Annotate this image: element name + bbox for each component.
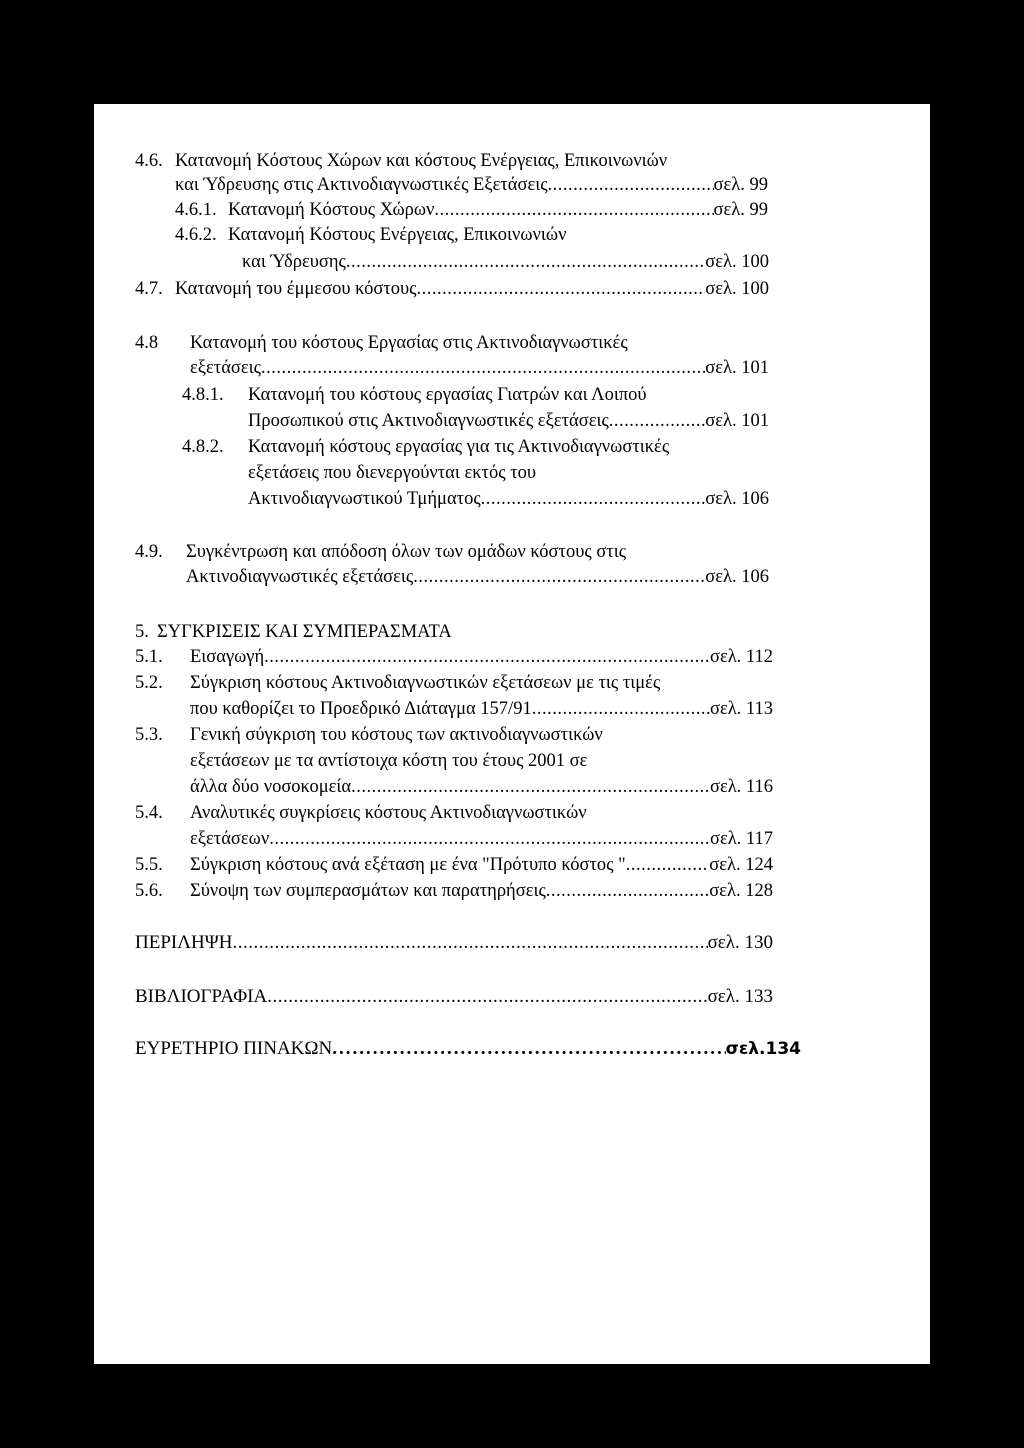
- dot-leader: [332, 1038, 725, 1060]
- toc-leader-line: [190, 646, 773, 668]
- toc-entry-5-4: [94, 802, 814, 848]
- toc-title-cont: που καθορίζει το Προεδρικό Διάταγμα 157/91: [190, 699, 532, 719]
- toc-leader-line: [242, 251, 769, 273]
- toc-leader-line: [190, 854, 773, 876]
- toc-leader-line: [248, 488, 769, 510]
- toc-number: 5.5.: [135, 855, 163, 875]
- toc-leader-line: [190, 357, 769, 379]
- toc-title-cont: Ακτινοδιαγνωστικού Τμήματος: [248, 489, 481, 509]
- toc-entry-summary: [94, 932, 814, 954]
- dot-leader: [269, 828, 710, 850]
- page-ref: σελ. 124: [709, 855, 773, 875]
- toc-leader-line: [190, 880, 773, 902]
- toc-title-cont: και Ύδρευσης: [242, 252, 346, 272]
- page-ref: σελ. 106: [705, 489, 769, 509]
- dot-leader: [532, 698, 710, 720]
- toc-leader-line: [190, 828, 773, 850]
- toc-entry-5-3: [94, 724, 814, 796]
- toc-number: 5.4.: [135, 803, 163, 823]
- page-ref: σελ. 100: [705, 252, 769, 272]
- page-ref: σελ. 100: [705, 279, 769, 299]
- toc-entry-4-8: [94, 332, 814, 378]
- toc-title-cont: άλλα δύο νοσοκομεία: [190, 777, 352, 797]
- toc-entry-4-6: [94, 150, 794, 194]
- dot-leader: [481, 488, 706, 510]
- toc-entry-bibliography: [94, 986, 814, 1008]
- toc-leader-line: [175, 174, 768, 196]
- toc-title: Σύγκριση κόστους Ακτινοδιαγνωστικών εξετάσεων με τις τιμές: [190, 673, 661, 693]
- toc-title: Συγκέντρωση και απόδοση όλων των ομάδων κόστους στις: [186, 542, 627, 562]
- toc-leader-line: [190, 776, 773, 798]
- toc-title-cont: εξετάσεων: [190, 829, 270, 849]
- toc-title-cont: εξετάσεις: [190, 358, 261, 378]
- toc-number: 5.3.: [135, 725, 163, 745]
- toc-title-cont: Ακτινοδιαγνωστικές εξετάσεις: [186, 567, 414, 587]
- toc-title: ΣΥΓΚΡΙΣΕΙΣ ΚΑΙ ΣΥΜΠΕΡΑΣΜΑΤΑ: [157, 622, 452, 642]
- toc-entry-4-7: [94, 278, 794, 300]
- dot-leader: [548, 174, 714, 196]
- toc-title: ΕΥΡΕΤΗΡΙΟ ΠΙΝΑΚΩΝ: [135, 1038, 333, 1059]
- dot-leader: [261, 357, 705, 379]
- page-ref: σελ. 99: [713, 175, 768, 195]
- handwritten-page-ref: σελ.134: [725, 1039, 801, 1059]
- toc-title: Κατανομή κόστους εργασίας για τις Ακτινοδιαγνωστικές: [248, 437, 670, 457]
- toc-number: 4.8.1.: [182, 385, 224, 405]
- toc-title: Εισαγωγή: [190, 647, 265, 667]
- page-ref: σελ. 106: [705, 567, 769, 587]
- toc-title: Κατανομή Κόστους Χώρων και κόστους Ενέργειας, Επικοινωνιών: [175, 151, 668, 171]
- toc-leader-line: [186, 566, 769, 588]
- page-ref: σελ. 101: [705, 358, 769, 378]
- toc-leader-line: [135, 932, 773, 954]
- toc-entry-5-5: [94, 854, 814, 876]
- dot-leader: [351, 776, 710, 798]
- toc-entry-4-8-2: [94, 436, 814, 508]
- toc-number: 4.6.: [135, 151, 163, 171]
- dot-leader: [417, 278, 706, 300]
- toc-title: Αναλυτικές συγκρίσεις κόστους Ακτινοδιαγνωστικών: [190, 803, 587, 823]
- toc-sheet: [94, 104, 930, 1364]
- page-ref: σελ. 117: [709, 829, 773, 849]
- toc-leader-line: [135, 1038, 801, 1060]
- dot-leader: [264, 646, 710, 668]
- toc-chapter-5: [94, 621, 794, 643]
- dot-leader: [346, 251, 705, 273]
- toc-title: Κατανομή Κόστους Ενέργειας, Επικοινωνιών: [228, 225, 567, 245]
- dot-leader: [413, 566, 705, 588]
- toc-title: ΒΙΒΛΙΟΓΡΑΦΙΑ: [135, 986, 268, 1007]
- toc-title-cont: εξετάσεων με τα αντίστοιχα κόστη του έτους 2001 σε: [190, 751, 588, 771]
- toc-number: 5.1.: [135, 647, 163, 667]
- dot-leader: [626, 854, 710, 876]
- toc-entry-5-1: [94, 646, 814, 668]
- page-ref: σελ. 116: [709, 777, 773, 797]
- toc-title: ΠΕΡΙΛΗΨΗ: [135, 932, 233, 953]
- dot-leader: [434, 199, 713, 221]
- toc-number: 4.9.: [135, 542, 163, 562]
- toc-leader-line: [135, 986, 773, 1008]
- toc-number: 5.: [135, 622, 149, 642]
- dot-leader: [609, 410, 706, 432]
- toc-number: 4.7.: [135, 279, 163, 299]
- toc-number: 5.2.: [135, 673, 163, 693]
- toc-number: 4.8.2.: [182, 437, 224, 457]
- toc-entry-4-8-1: [94, 384, 814, 430]
- toc-title: Σύγκριση κόστους ανά εξέταση με ένα "Πρότυπο κόστος ": [190, 855, 626, 875]
- toc-entry-4-6-2: [94, 224, 794, 270]
- toc-title: Σύνοψη των συμπερασμάτων και παρατηρήσεις: [190, 881, 546, 901]
- toc-title: Κατανομή Κόστους Χώρων: [228, 200, 435, 220]
- toc-title: Γενική σύγκριση του κόστους των ακτινοδιαγνωστικών: [190, 725, 603, 745]
- toc-number: 4.6.1.: [175, 200, 217, 220]
- toc-entry-5-2: [94, 672, 814, 718]
- toc-title: Κατανομή του κόστους Εργασίας στις Ακτινοδιαγνωστικές: [190, 333, 628, 353]
- page-ref: σελ. 112: [709, 647, 773, 667]
- toc-number: 4.6.2.: [175, 225, 217, 245]
- toc-entry-5-6: [94, 880, 814, 902]
- toc-number: 5.6.: [135, 881, 163, 901]
- toc-title: Κατανομή του κόστους εργασίας Γιατρών και Λοιπού: [248, 385, 647, 405]
- dot-leader: [232, 932, 707, 954]
- toc-number: 4.8: [135, 333, 159, 353]
- page-ref: σελ. 128: [709, 881, 773, 901]
- page-ref: σελ. 130: [707, 932, 773, 953]
- toc-entry-4-6-1: [94, 199, 794, 221]
- dot-leader: [267, 986, 707, 1008]
- toc-leader-line: [190, 698, 773, 720]
- toc-leader-line: [228, 199, 768, 221]
- dot-leader: [546, 880, 710, 902]
- toc-entry-4-9: [94, 541, 814, 587]
- page-ref: σελ. 99: [713, 200, 768, 220]
- page-ref: σελ. 113: [709, 699, 773, 719]
- toc-title-cont: και Ύδρευσης στις Ακτινοδιαγνωστικές Εξετάσεις: [175, 175, 548, 195]
- toc-entry-table-index: [94, 1038, 814, 1062]
- page-ref: σελ. 133: [707, 986, 773, 1007]
- toc-title: Κατανομή του έμμεσου κόστους: [175, 279, 417, 299]
- toc-title-cont: εξετάσεις που διενεργούνται εκτός του: [248, 463, 537, 483]
- toc-leader-line: [248, 410, 769, 432]
- toc-title-cont: Προσωπικού στις Ακτινοδιαγνωστικές εξετάσεις: [248, 411, 609, 431]
- toc-leader-line: [175, 278, 769, 300]
- page-ref: σελ. 101: [705, 411, 769, 431]
